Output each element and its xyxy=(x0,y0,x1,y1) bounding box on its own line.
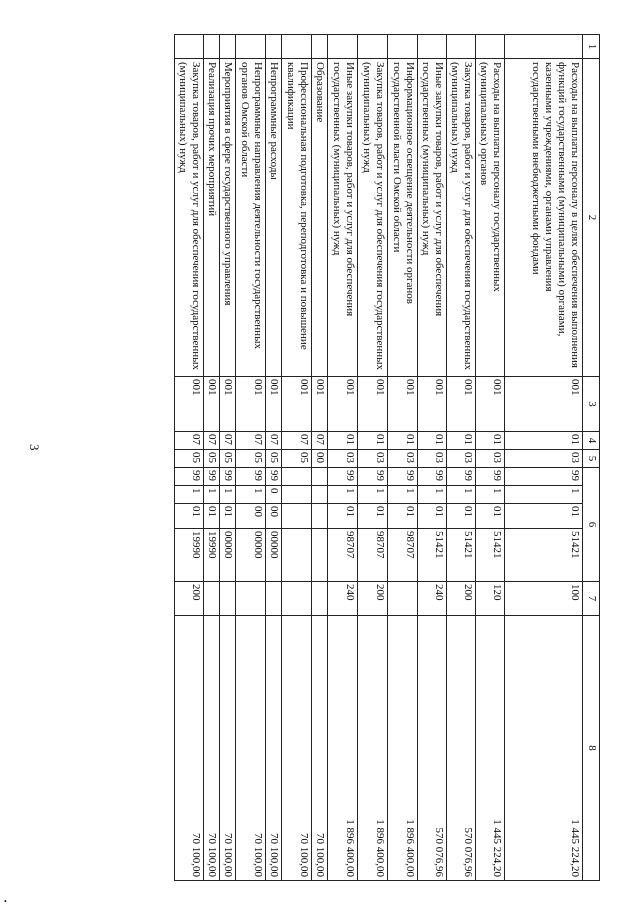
row-number-cell xyxy=(328,35,358,59)
expense-type-cell xyxy=(266,582,282,616)
target-subprogram-cell xyxy=(282,486,312,504)
row-name-cell: Реализация прочих мероприятий xyxy=(204,59,220,377)
row-name-cell: Иные закупки товаров, работ и услуг для обеспечения государственных (муниципальных) нужд xyxy=(328,59,358,377)
row-number-cell xyxy=(505,35,583,59)
target-subprogram-cell xyxy=(312,486,328,504)
expense-type-cell xyxy=(282,582,312,616)
amount-cell: 70 100,00 xyxy=(175,616,204,881)
target-subprogram-cell: 1 xyxy=(476,486,505,504)
row-name-cell: Мероприятия в сфере государственного управления xyxy=(220,59,236,377)
target-subprogram-cell: 1 xyxy=(358,486,388,504)
target-subprogram-cell: 1 xyxy=(175,486,204,504)
row-name-cell: Непрограммные направления деятельности государственных органов Омской области xyxy=(236,59,266,377)
table-row xyxy=(312,35,328,881)
subsection-code-cell: 05 xyxy=(175,450,204,468)
target-direction-cell: 98707 xyxy=(358,529,388,582)
amount-cell: 70 100,00 xyxy=(204,616,220,881)
header-col-5: 5 xyxy=(583,450,600,468)
target-event-cell: 01 xyxy=(358,504,388,529)
target-event-cell xyxy=(312,504,328,529)
section-code-cell: 07 xyxy=(266,432,282,450)
subsection-code-cell: 05 xyxy=(220,450,236,468)
subsection-code-cell: 03 xyxy=(388,450,418,468)
target-program-cell: 99 xyxy=(204,468,220,486)
row-number-cell xyxy=(220,35,236,59)
row-number-cell xyxy=(236,35,266,59)
row-number-cell xyxy=(312,35,328,59)
table-row xyxy=(266,35,282,881)
target-program-cell xyxy=(312,468,328,486)
target-direction-cell: 98707 xyxy=(388,529,418,582)
target-subprogram-cell: 1 xyxy=(418,486,447,504)
expense-type-cell: 100 xyxy=(505,582,583,616)
target-program-cell xyxy=(282,468,312,486)
ministry-code-cell: 001 xyxy=(312,377,328,432)
target-program-cell: 99 xyxy=(175,468,204,486)
section-code-cell: 07 xyxy=(312,432,328,450)
target-program-cell: 99 xyxy=(418,468,447,486)
target-event-cell: 01 xyxy=(505,504,583,529)
subsection-code-cell: 03 xyxy=(328,450,358,468)
subsection-code-cell: 03 xyxy=(447,450,476,468)
subsection-code-cell: 05 xyxy=(282,450,312,468)
table-row xyxy=(236,35,266,881)
ministry-code-cell: 001 xyxy=(505,377,583,432)
target-program-cell: 99 xyxy=(328,468,358,486)
target-subprogram-cell: 1 xyxy=(220,486,236,504)
row-name-cell: Закупка товаров, работ и услуг для обеспечения государственных (муниципальных) нужд xyxy=(175,59,204,377)
section-code-cell: 07 xyxy=(220,432,236,450)
section-code-cell: 01 xyxy=(505,432,583,450)
header-col-2: 2 xyxy=(583,59,600,377)
row-name-cell: Профессиональная подготовка, переподготовка и повышение квалификации xyxy=(282,59,312,377)
expense-type-cell xyxy=(312,582,328,616)
table-row xyxy=(328,35,358,881)
amount-cell: 1 445 224,20 xyxy=(476,616,505,881)
section-code-cell: 07 xyxy=(236,432,266,450)
ministry-code-cell: 001 xyxy=(476,377,505,432)
ministry-code-cell: 001 xyxy=(282,377,312,432)
target-subprogram-cell: 1 xyxy=(388,486,418,504)
target-subprogram-cell: 1 xyxy=(236,486,266,504)
subsection-code-cell: 03 xyxy=(505,450,583,468)
target-program-cell: 99 xyxy=(447,468,476,486)
table-row xyxy=(388,35,418,881)
row-name-cell: Иные закупки товаров, работ и услуг для обеспечения государственных (муниципальных) нужд xyxy=(418,59,447,377)
row-number-cell xyxy=(476,35,505,59)
expense-type-cell: 200 xyxy=(447,582,476,616)
rotated-page xyxy=(74,34,600,880)
amount-cell: 70 100,00 xyxy=(312,616,328,881)
ministry-code-cell: 001 xyxy=(175,377,204,432)
subsection-code-cell: 00 xyxy=(312,450,328,468)
amount-cell: 570 076,96 xyxy=(418,616,447,881)
ministry-code-cell: 001 xyxy=(220,377,236,432)
target-direction-cell xyxy=(312,529,328,582)
target-event-cell: 01 xyxy=(418,504,447,529)
header-col-6: 6 xyxy=(583,468,600,582)
target-event-cell xyxy=(282,504,312,529)
row-name-cell: Расходы на выплаты персоналу в целях обеспечения выполнения функций государственными (муниципальными) органами, казенными учреждениями, органами управления государственными внебюджетными фондами xyxy=(505,59,583,377)
expense-type-cell xyxy=(220,582,236,616)
amount-cell: 70 100,00 xyxy=(236,616,266,881)
ministry-code-cell: 001 xyxy=(328,377,358,432)
amount-cell: 1 896 400,00 xyxy=(358,616,388,881)
ministry-code-cell: 001 xyxy=(204,377,220,432)
table-row xyxy=(204,35,220,881)
target-subprogram-cell: 1 xyxy=(204,486,220,504)
amount-cell: 1 896 400,00 xyxy=(388,616,418,881)
target-direction-cell: 51421 xyxy=(476,529,505,582)
margin-mark: • xyxy=(4,897,7,906)
target-direction-cell: 51421 xyxy=(447,529,476,582)
header-col-8: 8 xyxy=(583,616,600,881)
ministry-code-cell: 001 xyxy=(236,377,266,432)
ministry-code-cell: 001 xyxy=(418,377,447,432)
section-code-cell: 07 xyxy=(204,432,220,450)
header-row xyxy=(583,35,600,881)
expense-type-cell: 240 xyxy=(328,582,358,616)
target-direction-cell: 51421 xyxy=(418,529,447,582)
subsection-code-cell: 03 xyxy=(476,450,505,468)
expense-type-cell: 200 xyxy=(175,582,204,616)
expense-type-cell xyxy=(204,582,220,616)
target-event-cell: 01 xyxy=(328,504,358,529)
table-row xyxy=(175,35,204,881)
target-subprogram-cell: 1 xyxy=(328,486,358,504)
section-code-cell: 01 xyxy=(388,432,418,450)
target-program-cell: 99 xyxy=(220,468,236,486)
target-event-cell: 01 xyxy=(447,504,476,529)
expense-type-cell: 240 xyxy=(418,582,447,616)
subsection-code-cell: 05 xyxy=(204,450,220,468)
target-event-cell: 01 xyxy=(175,504,204,529)
expense-type-cell: 200 xyxy=(358,582,388,616)
section-code-cell: 01 xyxy=(476,432,505,450)
section-code-cell: 07 xyxy=(282,432,312,450)
row-name-cell: Закупка товаров, работ и услуг для обеспечения государственных (муниципальных) нужд xyxy=(358,59,388,377)
row-number-cell xyxy=(388,35,418,59)
row-number-cell xyxy=(447,35,476,59)
target-program-cell: 99 xyxy=(266,468,282,486)
target-direction-cell: 00000 xyxy=(220,529,236,582)
table-row xyxy=(282,35,312,881)
target-event-cell: 00 xyxy=(266,504,282,529)
table-row xyxy=(476,35,505,881)
subsection-code-cell: 05 xyxy=(266,450,282,468)
subsection-code-cell: 05 xyxy=(236,450,266,468)
subsection-code-cell: 03 xyxy=(358,450,388,468)
target-event-cell: 01 xyxy=(388,504,418,529)
section-code-cell: 01 xyxy=(358,432,388,450)
target-program-cell: 99 xyxy=(358,468,388,486)
row-name-cell: Образование xyxy=(312,59,328,377)
table-row xyxy=(358,35,388,881)
ministry-code-cell: 001 xyxy=(388,377,418,432)
target-direction-cell: 19990 xyxy=(175,529,204,582)
target-direction-cell: 00000 xyxy=(266,529,282,582)
ministry-code-cell: 001 xyxy=(266,377,282,432)
subsection-code-cell: 03 xyxy=(418,450,447,468)
target-program-cell: 99 xyxy=(476,468,505,486)
row-name-cell: Непрограммные расходы xyxy=(266,59,282,377)
expense-type-cell xyxy=(236,582,266,616)
row-name-cell: Информационное освещение деятельности органов государственной власти Омской области xyxy=(388,59,418,377)
target-program-cell: 99 xyxy=(236,468,266,486)
section-code-cell: 01 xyxy=(328,432,358,450)
row-number-cell xyxy=(418,35,447,59)
target-event-cell: 00 xyxy=(236,504,266,529)
budget-table xyxy=(174,34,600,881)
row-number-cell xyxy=(175,35,204,59)
target-subprogram-cell: 0 xyxy=(266,486,282,504)
header-col-1: 1 xyxy=(583,35,600,59)
row-number-cell xyxy=(282,35,312,59)
amount-cell: 70 100,00 xyxy=(282,616,312,881)
target-program-cell: 99 xyxy=(388,468,418,486)
header-col-4: 4 xyxy=(583,432,600,450)
table-body xyxy=(175,35,583,881)
target-program-cell: 99 xyxy=(505,468,583,486)
header-col-3: 3 xyxy=(583,377,600,432)
target-direction-cell: 51421 xyxy=(505,529,583,582)
row-name-cell: Закупка товаров, работ и услуг для обеспечения государственных (муниципальных) нужд xyxy=(447,59,476,377)
expense-type-cell: 120 xyxy=(476,582,505,616)
table-row xyxy=(505,35,583,881)
section-code-cell: 07 xyxy=(175,432,204,450)
target-direction-cell: 98707 xyxy=(328,529,358,582)
table-row xyxy=(418,35,447,881)
target-direction-cell xyxy=(282,529,312,582)
table-row xyxy=(220,35,236,881)
amount-cell: 1 896 400,00 xyxy=(328,616,358,881)
ministry-code-cell: 001 xyxy=(358,377,388,432)
target-subprogram-cell: 1 xyxy=(447,486,476,504)
section-code-cell: 01 xyxy=(418,432,447,450)
target-event-cell: 01 xyxy=(220,504,236,529)
amount-cell: 70 100,00 xyxy=(266,616,282,881)
target-event-cell: 01 xyxy=(204,504,220,529)
header-col-7: 7 xyxy=(583,582,600,616)
ministry-code-cell: 001 xyxy=(447,377,476,432)
table-row xyxy=(447,35,476,881)
target-event-cell: 01 xyxy=(476,504,505,529)
row-name-cell: Расходы на выплаты персоналу государственных (муниципальных) органов xyxy=(476,59,505,377)
target-direction-cell: 00000 xyxy=(236,529,266,582)
amount-cell: 1 445 224,20 xyxy=(505,616,583,881)
page-number: 3 xyxy=(27,444,42,451)
target-direction-cell: 19990 xyxy=(204,529,220,582)
amount-cell: 570 076,96 xyxy=(447,616,476,881)
row-number-cell xyxy=(358,35,388,59)
amount-cell: 70 100,00 xyxy=(220,616,236,881)
section-code-cell: 01 xyxy=(447,432,476,450)
expense-type-cell xyxy=(388,582,418,616)
target-subprogram-cell: 1 xyxy=(505,486,583,504)
row-number-cell xyxy=(204,35,220,59)
row-number-cell xyxy=(266,35,282,59)
